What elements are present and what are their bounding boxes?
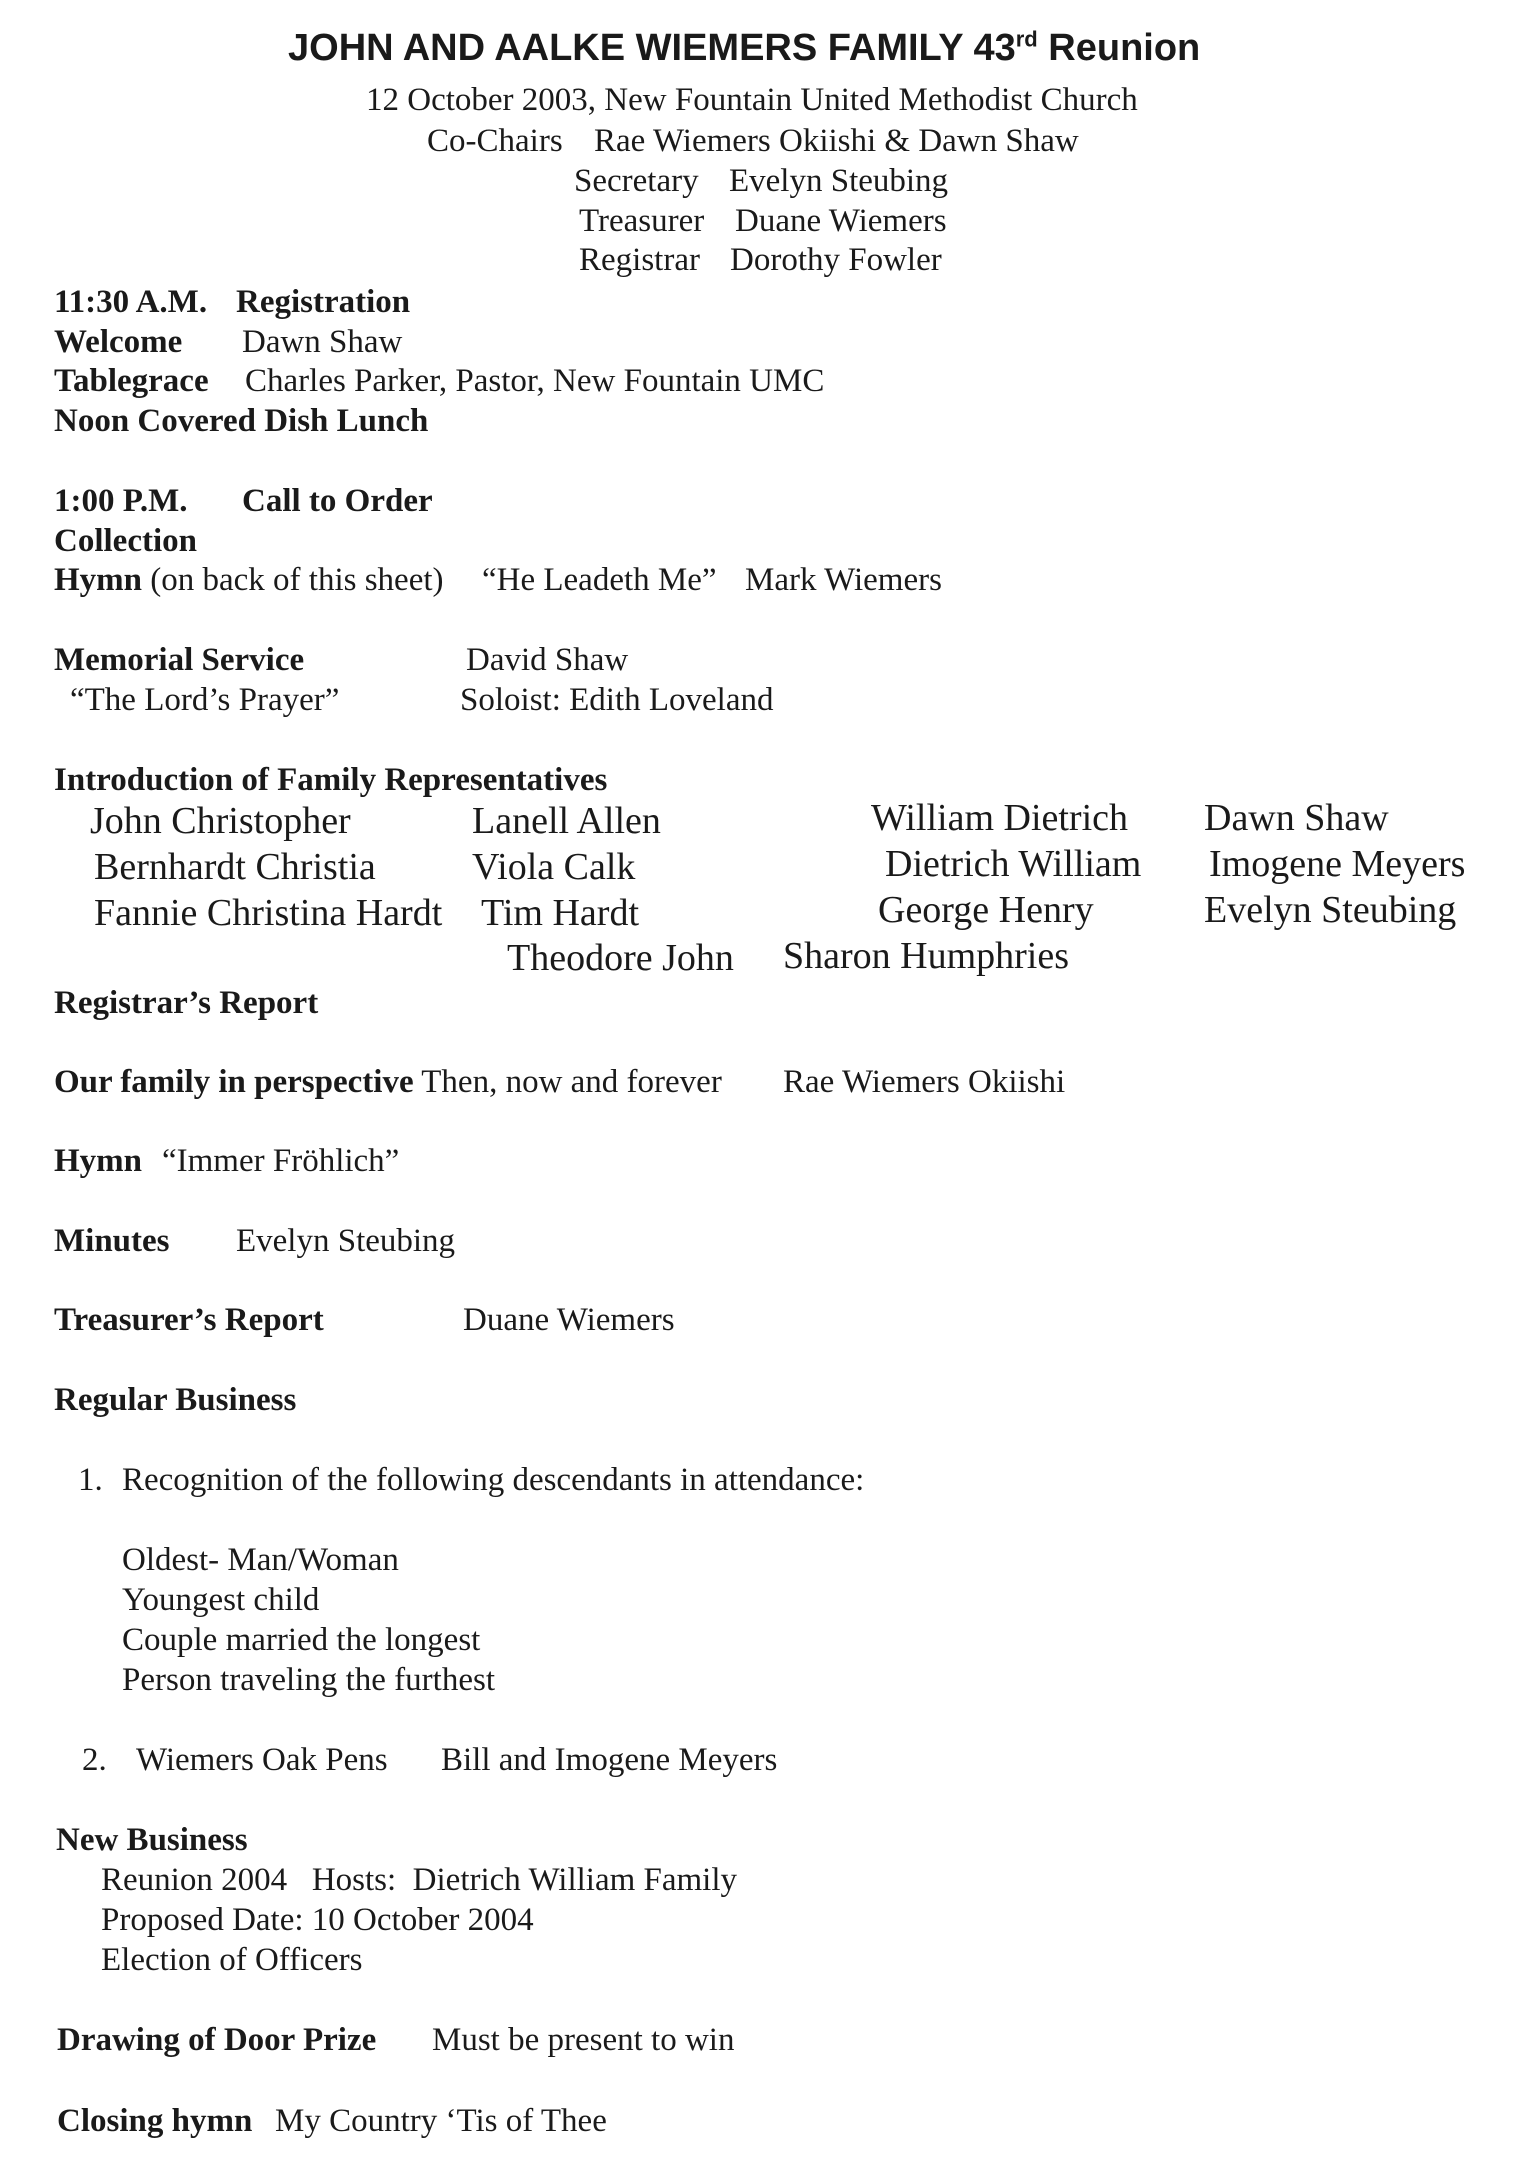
welcome-label: Welcome <box>54 324 183 360</box>
rep-last-right: Sharon Humphries <box>783 935 1070 977</box>
new-business-label: New Business <box>56 1822 248 1858</box>
recognition-item: Oldest- Man/Woman <box>122 1542 399 1578</box>
lunch-label: Noon Covered Dish Lunch <box>54 403 429 439</box>
rep-col2-row2: Viola Calk <box>472 846 636 888</box>
treasurer-report-label: Treasurer’s Report <box>54 1302 324 1338</box>
welcome-name: Dawn Shaw <box>242 324 403 360</box>
rep-col2-row3: Tim Hardt <box>481 892 640 934</box>
introduction-label: Introduction of Family Representatives <box>54 762 608 798</box>
business-item2-number: 2. <box>82 1742 107 1778</box>
rep-col1-row3: Fannie Christina Hardt <box>94 892 443 934</box>
tablegrace-label: Tablegrace <box>54 363 209 399</box>
rep-col3-row3: George Henry <box>878 889 1094 931</box>
officer-name-registrar: Dorothy Fowler <box>730 242 942 278</box>
new-business-line: Reunion 2004 Hosts: Dietrich William Family <box>101 1862 738 1898</box>
minutes-label: Minutes <box>54 1223 170 1259</box>
rep-col4-row1: Dawn Shaw <box>1204 797 1389 839</box>
regular-business-label: Regular Business <box>54 1382 297 1418</box>
rep-col3-row1: William Dietrich <box>871 797 1129 839</box>
perspective-name: Rae Wiemers Okiishi <box>783 1064 1066 1100</box>
rep-col1-row1: John Christopher <box>90 800 351 842</box>
memorial-prayer: “The Lord’s Prayer” <box>70 682 340 718</box>
date-place: 12 October 2003, New Fountain United Methodist Church <box>366 82 1138 118</box>
memorial-soloist: Soloist: Edith Loveland <box>460 682 774 718</box>
registration-label: Registration <box>236 284 411 320</box>
door-prize-note: Must be present to win <box>432 2022 735 2058</box>
officer-name-cochairs: Rae Wiemers Okiishi & Dawn Shaw <box>594 123 1079 159</box>
closing-hymn-label: Closing hymn <box>57 2103 253 2139</box>
officer-role-treasurer: Treasurer <box>579 203 705 239</box>
hymn2-label: Hymn <box>54 1143 143 1179</box>
perspective-label: Our family in perspective <box>54 1064 414 1100</box>
memorial-label: Memorial Service <box>54 642 305 678</box>
hymn-note: (on back of this sheet) <box>142 562 444 598</box>
program-title <box>288 26 1200 70</box>
hymn-label: Hymn <box>54 562 143 598</box>
rep-col4-row3: Evelyn Steubing <box>1204 889 1457 931</box>
recognition-item: Youngest child <box>122 1582 320 1618</box>
officer-role-secretary: Secretary <box>574 163 699 199</box>
registrar-report-label: Registrar’s Report <box>54 985 319 1021</box>
recognition-item: Couple married the longest <box>122 1622 481 1658</box>
title-end: Reunion <box>1037 27 1201 69</box>
title-superscript: rd <box>1015 26 1038 52</box>
collection-label: Collection <box>54 523 197 559</box>
tablegrace-name: Charles Parker, Pastor, New Fountain UMC <box>245 363 825 399</box>
memorial-leader: David Shaw <box>466 642 629 678</box>
hymn-title: “He Leadeth Me” <box>482 562 717 598</box>
registration-time: 11:30 A.M. <box>54 284 208 320</box>
closing-hymn-title: My Country ‘Tis of Thee <box>275 2103 607 2139</box>
business-item2-names: Bill and Imogene Meyers <box>441 1742 778 1778</box>
call-time: 1:00 P.M. <box>54 483 188 519</box>
recognition-item: Person traveling the furthest <box>122 1662 495 1698</box>
perspective-line <box>54 1062 722 1102</box>
business-item1-text: Recognition of the following descendants in attendance: <box>122 1462 865 1498</box>
business-item2-text: Wiemers Oak Pens <box>136 1742 388 1778</box>
rep-col4-row2: Imogene Meyers <box>1209 843 1466 885</box>
rep-col2-row1: Lanell Allen <box>472 800 661 842</box>
new-business-line: Election of Officers <box>101 1942 363 1978</box>
title-main: JOHN AND AALKE WIEMERS FAMILY 43 <box>288 27 1016 69</box>
new-business-line: Proposed Date: 10 October 2004 <box>101 1902 534 1938</box>
door-prize-label: Drawing of Door Prize <box>57 2022 377 2058</box>
rep-last-left: Theodore John <box>507 937 734 979</box>
perspective-subtitle: Then, now and forever <box>413 1064 722 1100</box>
officer-role-registrar: Registrar <box>579 242 700 278</box>
minutes-name: Evelyn Steubing <box>236 1223 456 1259</box>
treasurer-report-name: Duane Wiemers <box>463 1302 675 1338</box>
officer-name-treasurer: Duane Wiemers <box>735 203 947 239</box>
hymn2-title: “Immer Fröhlich” <box>162 1143 400 1179</box>
rep-col1-row2: Bernhardt Christia <box>94 846 376 888</box>
officer-role-cochairs: Co-Chairs <box>427 123 563 159</box>
business-item1-number: 1. <box>78 1462 103 1498</box>
call-to-order-label: Call to Order <box>242 483 433 519</box>
hymn-leader: Mark Wiemers <box>745 562 942 598</box>
hymn-line <box>54 560 444 600</box>
officer-name-secretary: Evelyn Steubing <box>729 163 949 199</box>
rep-col3-row2: Dietrich William <box>885 843 1142 885</box>
